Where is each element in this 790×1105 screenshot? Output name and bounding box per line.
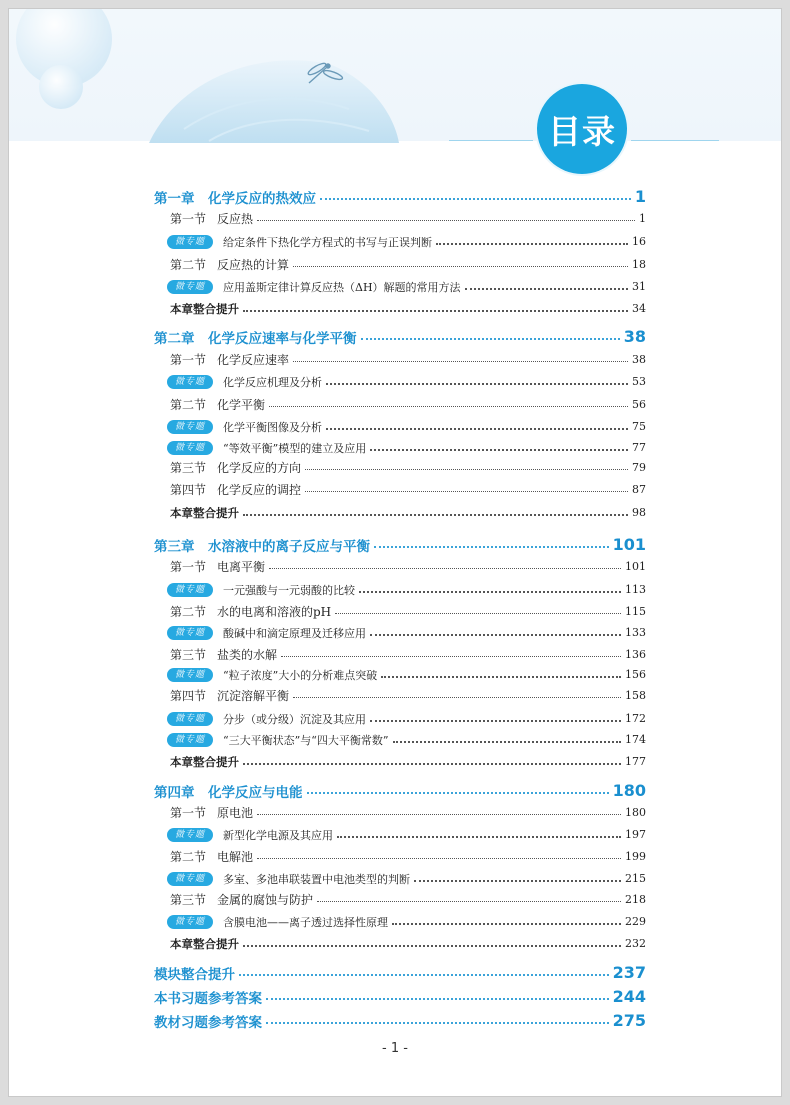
toc-page-number: 101	[625, 560, 646, 573]
toc-special-row[interactable]	[154, 824, 646, 845]
dot-leader	[381, 676, 621, 678]
section-title: 原电池	[217, 806, 254, 820]
toc-section-label	[154, 646, 277, 663]
page-title: 目录	[548, 111, 616, 151]
toc-special-row[interactable]	[154, 911, 646, 932]
special-topic-title: 一元强酸与一元弱酸的比较	[223, 583, 355, 597]
special-topic-badge: 微专题	[167, 828, 213, 842]
toc-section-row[interactable]	[154, 644, 646, 665]
toc-chapter-label: 第一章 化学反应的热效应	[154, 190, 316, 207]
dot-leader	[307, 792, 609, 794]
toc-section-row[interactable]	[154, 457, 646, 478]
dot-leader	[393, 741, 622, 743]
special-topic-badge: 微专题	[167, 280, 213, 294]
toc-special-label	[154, 419, 322, 435]
section-number: 第三节	[170, 893, 207, 907]
special-topic-badge: 微专题	[167, 626, 213, 640]
special-topic-title: 新型化学电源及其应用	[223, 828, 333, 842]
toc-section-row[interactable]	[154, 208, 646, 229]
special-topic-title: 应用盖斯定律计算反应热（ΔH）解题的常用方法	[223, 280, 461, 294]
toc-page-number: 229	[625, 915, 646, 928]
dot-leader	[414, 880, 621, 882]
toc-section-label	[154, 396, 265, 413]
dot-leader	[370, 449, 628, 451]
toc-chapter-row[interactable]	[154, 326, 646, 347]
toc-chapter-label: 第二章 化学反应速率与化学平衡	[154, 330, 357, 347]
toc-section-label	[154, 848, 253, 865]
section-number: 第二节	[170, 850, 207, 864]
toc-page-number: 244	[612, 987, 646, 1006]
toc-special-row[interactable]	[154, 622, 646, 643]
section-title: 盐类的水解	[217, 648, 278, 662]
toc-chapter-row[interactable]	[154, 186, 646, 207]
toc-module-label: 教材习题参考答案	[154, 1014, 262, 1031]
toc-page-number: 79	[632, 461, 646, 474]
toc-page-number: 237	[612, 963, 646, 982]
toc-section-label	[154, 687, 289, 704]
toc-summary-row[interactable]	[154, 298, 646, 319]
toc-special-row[interactable]	[154, 276, 646, 297]
toc-page-number: 87	[632, 483, 646, 496]
dot-leader	[317, 901, 621, 902]
section-title: 反应热	[217, 212, 254, 226]
toc-special-label	[154, 914, 388, 930]
toc-chapter-label: 第三章 水溶液中的离子反应与平衡	[154, 538, 370, 555]
dot-leader	[436, 243, 628, 245]
toc-section-row[interactable]	[154, 479, 646, 500]
toc-summary-row[interactable]	[154, 933, 646, 954]
dot-leader	[370, 634, 621, 636]
dot-leader	[293, 361, 628, 362]
toc-module-row[interactable]	[154, 986, 646, 1007]
toc-page-number: 56	[632, 398, 646, 411]
toc-section-label	[154, 558, 265, 575]
special-topic-title: 含膜电池——离子透过选择性原理	[223, 915, 388, 929]
toc-page-number: 31	[632, 280, 646, 293]
toc-module-label: 模块整合提升	[154, 966, 235, 983]
section-title: 化学反应的方向	[217, 461, 302, 475]
toc-special-label	[154, 667, 377, 683]
toc-page-number: 197	[625, 828, 646, 841]
toc-page-number: 53	[632, 375, 646, 388]
section-number: 第二节	[170, 258, 207, 272]
toc-special-row[interactable]	[154, 371, 646, 392]
toc-section-row[interactable]	[154, 394, 646, 415]
special-topic-badge: 微专题	[167, 420, 213, 434]
dot-leader	[266, 1022, 609, 1024]
toc-special-row[interactable]	[154, 416, 646, 437]
toc-section-label	[154, 210, 253, 227]
toc-page-number: 38	[623, 327, 646, 346]
dot-leader	[293, 266, 628, 267]
special-topic-title: “等效平衡”模型的建立及应用	[223, 441, 367, 455]
dot-leader	[305, 469, 628, 470]
dot-leader	[257, 220, 635, 221]
special-topic-badge: 微专题	[167, 733, 213, 747]
toc-summary-label: 本章整合提升	[170, 301, 239, 316]
section-number: 第四节	[170, 689, 207, 703]
page-number: - 1 -	[382, 1041, 408, 1056]
toc-section-label	[154, 459, 301, 476]
toc-section-row[interactable]	[154, 254, 646, 275]
toc-section-label	[154, 891, 313, 908]
toc-module-label: 本书习题参考答案	[154, 990, 262, 1007]
toc-page-number: 275	[612, 1011, 646, 1030]
toc-special-row[interactable]	[154, 708, 646, 729]
dot-leader	[465, 288, 628, 290]
toc-section-row[interactable]	[154, 846, 646, 867]
toc-page-number: 156	[625, 668, 646, 681]
dot-leader	[281, 656, 621, 657]
toc-page-number: 98	[632, 506, 646, 519]
dot-leader	[243, 310, 628, 312]
dot-leader	[361, 338, 620, 340]
section-title: 水的电离和溶液的pH	[217, 605, 332, 619]
toc-special-label	[154, 827, 333, 843]
dot-leader	[293, 697, 621, 698]
toc-special-label	[154, 440, 366, 456]
toc-page-number: 180	[612, 781, 646, 800]
toc-page-number: 16	[632, 235, 646, 248]
dot-leader	[374, 546, 609, 548]
dot-leader	[305, 491, 628, 492]
toc-section-row[interactable]	[154, 889, 646, 910]
toc-special-row[interactable]	[154, 868, 646, 889]
toc-page-number: 115	[625, 605, 646, 618]
toc-chapter-row[interactable]	[154, 780, 646, 801]
toc-special-label	[154, 625, 366, 641]
page	[9, 9, 781, 1096]
toc-page-number: 174	[625, 733, 646, 746]
toc-module-row[interactable]	[154, 962, 646, 983]
toc-page-number: 18	[632, 258, 646, 271]
dot-leader	[335, 613, 621, 614]
toc-page-number: 180	[625, 806, 646, 819]
toc-section-row[interactable]	[154, 349, 646, 370]
special-topic-title: “粒子浓度”大小的分析难点突破	[223, 668, 378, 682]
special-topic-badge: 微专题	[167, 583, 213, 597]
dot-leader	[269, 406, 628, 407]
toc-section-label	[154, 481, 301, 498]
section-title: 电解池	[217, 850, 254, 864]
toc-section-label	[154, 351, 289, 368]
toc-page-number: 113	[625, 583, 646, 596]
special-topic-badge: 微专题	[167, 712, 213, 726]
special-topic-title: 酸碱中和滴定原理及迁移应用	[223, 626, 366, 640]
special-topic-badge: 微专题	[167, 872, 213, 886]
toc-special-row[interactable]	[154, 579, 646, 600]
section-title: 沉淀溶解平衡	[217, 689, 290, 703]
toc-page-number: 158	[625, 689, 646, 702]
section-title: 金属的腐蚀与防护	[217, 893, 314, 907]
toc-special-label	[154, 711, 366, 727]
special-topic-badge: 微专题	[167, 668, 213, 682]
section-number: 第四节	[170, 483, 207, 497]
toc-special-label	[154, 732, 389, 748]
table-of-contents	[9, 9, 781, 1096]
dot-leader	[392, 923, 621, 925]
special-topic-title: 分步（或分级）沉淀及其应用	[223, 712, 366, 726]
dot-leader	[239, 974, 609, 976]
section-title: 化学反应速率	[217, 353, 290, 367]
toc-special-label	[154, 234, 432, 250]
section-number: 第二节	[170, 398, 207, 412]
toc-section-label	[154, 256, 289, 273]
toc-section-row[interactable]	[154, 802, 646, 823]
toc-page-number: 75	[632, 420, 646, 433]
dot-leader	[243, 763, 621, 765]
special-topic-title: 多室、多池串联装置中电池类型的判断	[223, 872, 410, 886]
special-topic-title: 给定条件下热化学方程式的书写与正误判断	[223, 235, 432, 249]
toc-chapter-row[interactable]	[154, 534, 646, 555]
section-number: 第一节	[170, 806, 207, 820]
special-topic-badge: 微专题	[167, 441, 213, 455]
special-topic-badge: 微专题	[167, 235, 213, 249]
toc-page-number: 232	[625, 937, 646, 950]
section-number: 第一节	[170, 560, 207, 574]
dot-leader	[257, 814, 621, 815]
section-title: 化学反应的调控	[217, 483, 302, 497]
toc-page-number: 77	[632, 441, 646, 454]
toc-page-number: 1	[634, 187, 646, 206]
special-topic-title: “三大平衡状态”与“四大平衡常数”	[223, 733, 389, 747]
toc-page-number: 38	[632, 353, 646, 366]
toc-special-label	[154, 582, 355, 598]
dot-leader	[326, 428, 628, 430]
toc-section-row[interactable]	[154, 556, 646, 577]
special-topic-title: 化学平衡图像及分析	[223, 420, 322, 434]
dot-leader	[266, 998, 609, 1000]
toc-special-label	[154, 871, 410, 887]
section-number: 第三节	[170, 648, 207, 662]
toc-page-number: 218	[625, 893, 646, 906]
section-number: 第二节	[170, 605, 207, 619]
toc-page-number: 136	[625, 648, 646, 661]
toc-page-number: 199	[625, 850, 646, 863]
dot-leader	[257, 858, 621, 859]
toc-special-row[interactable]	[154, 437, 646, 458]
toc-special-label	[154, 374, 322, 390]
toc-special-row[interactable]	[154, 231, 646, 252]
dot-leader	[359, 591, 621, 593]
dot-leader	[337, 836, 621, 838]
toc-chapter-label: 第四章 化学反应与电能	[154, 784, 303, 801]
toc-special-row[interactable]	[154, 729, 646, 750]
toc-summary-label: 本章整合提升	[170, 936, 239, 951]
dot-leader	[243, 945, 621, 947]
toc-special-row[interactable]	[154, 664, 646, 685]
toc-summary-row[interactable]	[154, 751, 646, 772]
dot-leader	[326, 383, 628, 385]
section-title: 电离平衡	[217, 560, 266, 574]
toc-special-label	[154, 279, 461, 295]
toc-summary-row[interactable]	[154, 502, 646, 523]
toc-page-number: 215	[625, 872, 646, 885]
special-topic-badge: 微专题	[167, 375, 213, 389]
toc-module-row[interactable]	[154, 1010, 646, 1031]
dot-leader	[320, 198, 631, 200]
toc-page-number: 101	[612, 535, 646, 554]
section-number: 第一节	[170, 353, 207, 367]
section-title: 化学平衡	[217, 398, 266, 412]
toc-section-label	[154, 804, 253, 821]
section-title: 反应热的计算	[217, 258, 290, 272]
dot-leader	[243, 514, 628, 516]
toc-page-number: 133	[625, 626, 646, 639]
dot-leader	[269, 568, 621, 569]
toc-section-label	[154, 603, 331, 620]
toc-page-number: 177	[625, 755, 646, 768]
toc-page-number: 1	[639, 212, 646, 225]
dot-leader	[370, 720, 621, 722]
toc-section-row[interactable]	[154, 685, 646, 706]
toc-section-row[interactable]	[154, 601, 646, 622]
special-topic-title: 化学反应机理及分析	[223, 375, 322, 389]
toc-page-number: 34	[632, 302, 646, 315]
toc-summary-label: 本章整合提升	[170, 505, 239, 520]
toc-page-number: 172	[625, 712, 646, 725]
section-number: 第一节	[170, 212, 207, 226]
special-topic-badge: 微专题	[167, 915, 213, 929]
toc-summary-label: 本章整合提升	[170, 754, 239, 769]
section-number: 第三节	[170, 461, 207, 475]
